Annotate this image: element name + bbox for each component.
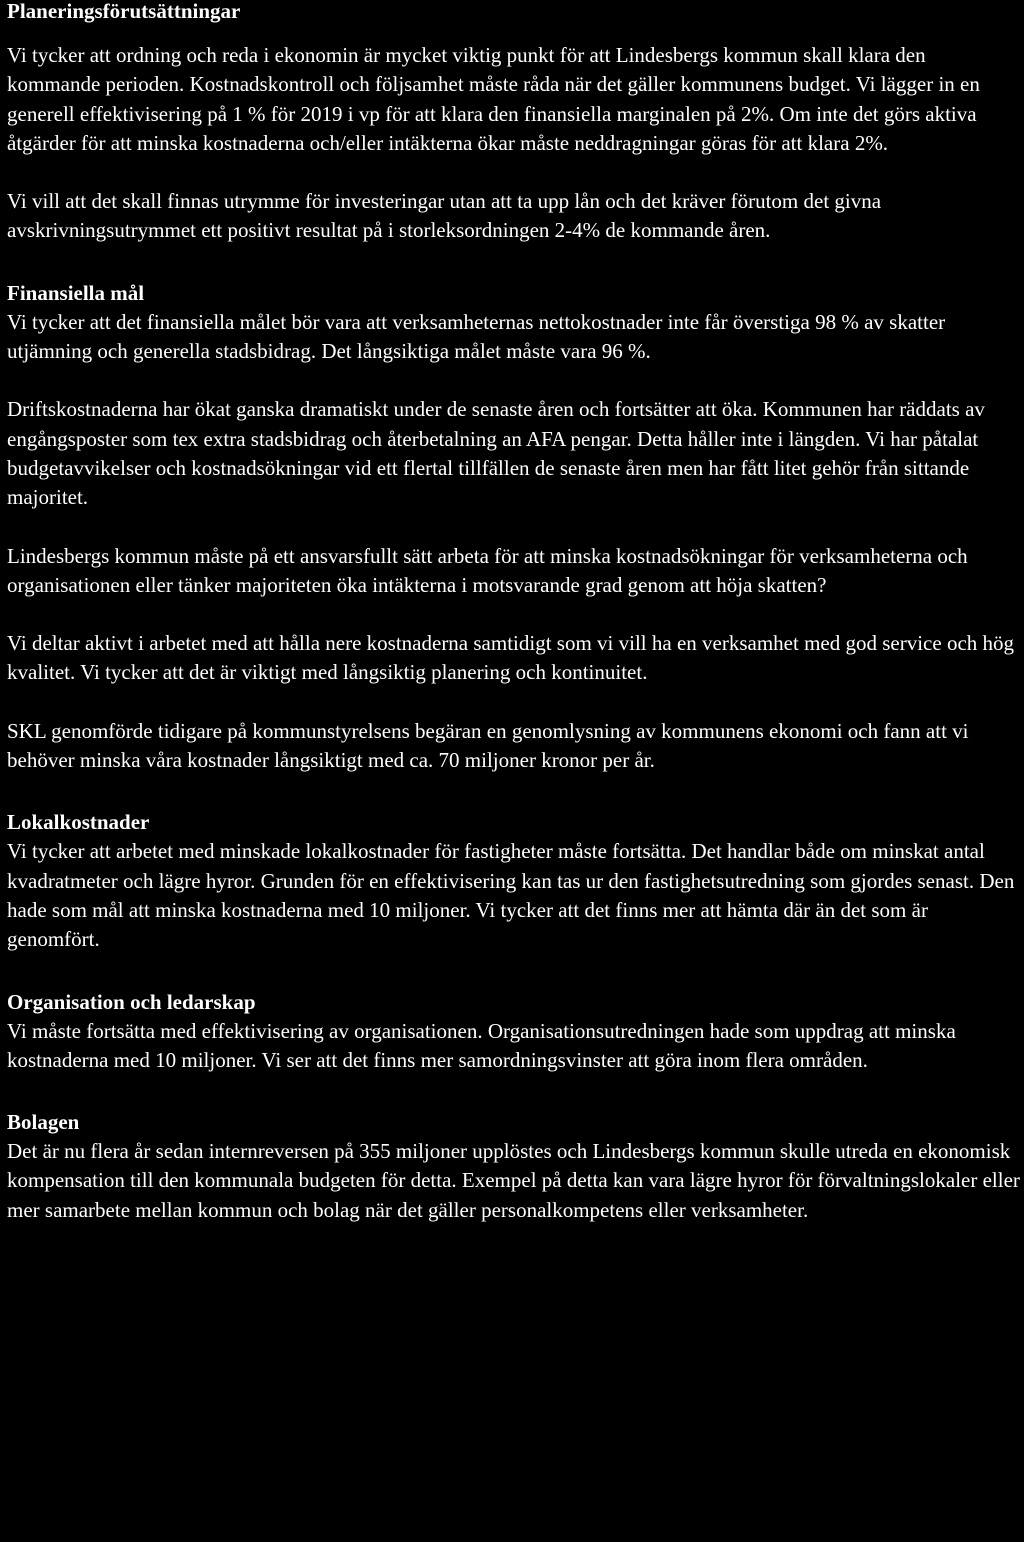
- section-heading: Finansiella mål: [7, 280, 145, 305]
- section-bolagen: [7, 1108, 1021, 1225]
- paragraph: Vi tycker att ordning och reda i ekonomin är mycket viktig punkt för att Lindesbergs kommun skall klara den kommande perioden. Kostnadskontroll och följsamhet måste råda när det gäller kommunens budget. Vi lägger in en generell effektivisering på 1 % för 2019 i vp för att klara den finansiella marginalen på 2%. Om inte det görs aktiva åtgärder för att minska kostnaderna och/eller intäkterna ökar måste neddragningar göras för att klara 2%.: [7, 43, 980, 155]
- paragraph: Vi vill att det skall finnas utrymme för investeringar utan att ta upp lån och det kräver förutom det givna avskrivningsutrymmet ett positivt resultat på i storleksordningen 2-4% de kommande åren.: [7, 189, 882, 243]
- section-finansiella-mal: [7, 279, 1021, 776]
- section-planeringsforutsattningar: [7, 0, 1021, 246]
- paragraph: Driftskostnaderna har ökat ganska dramatiskt under de senaste åren och fortsätter att öka. Kommunen har räddats av engångsposter som tex extra stadsbidrag och återbetalning an AFA pengar. Detta håller inte i längden. Vi har påtalat budgetavvikelser och kostnadsökningar vid ett flertal tillfällen de senaste åren men har fått litet gehör från sittande majoritet.: [7, 397, 985, 510]
- paragraph: Vi tycker att det finansiella målet bör vara att verksamheternas nettokostnader inte får överstiga 98 % av skatter utjämning och generella stadsbidrag. Det långsiktiga målet måste vara 96 %.: [7, 309, 946, 364]
- section-heading: Planeringsförutsättningar: [7, 0, 241, 23]
- paragraph: Vi tycker att arbetet med minskade lokalkostnader för fastigheter måste fortsätta. Det handlar både om minskat antal kvadratmeter och lägre hyror. Grunden för en effektivisering kan tas ur den fastighetsutredning som gjordes senast. Den hade som mål att minska kostnaderna med 10 miljoner. Vi tycker att det finns mer att hämta där än det som är genomfört.: [7, 839, 1015, 952]
- section-organisation-och-ledarskap: [7, 988, 1021, 1076]
- section-heading: Lokalkostnader: [7, 810, 150, 835]
- paragraph: Lindesbergs kommun måste på ett ansvarsfullt sätt arbeta för att minska kostnadsökningar för verksamheterna och organisationen eller tänker majoriteten öka intäkterna i motsvarande grad genom att höja skatten?: [7, 543, 968, 597]
- paragraph: Det är nu flera år sedan internreversen på 355 miljoner upplöstes och Lindesbergs kommun skulle utreda en ekonomisk kompensation till den kommunala budgeten för detta. Exempel på detta kan vara lägre hyror för förvaltningslokaler eller mer samarbete mellan kommun och bolag när det gäller personalkompetens eller verksamheter.: [7, 1139, 1020, 1222]
- section-heading: Organisation och ledarskap: [7, 989, 256, 1014]
- document-page: [7, 0, 1021, 1225]
- paragraph: Vi måste fortsätta med effektivisering av organisationen. Organisationsutredningen hade som uppdrag att minska kostnaderna med 10 miljoner. Vi ser att det finns mer samordningsvinster att göra inom flera områden.: [7, 1018, 956, 1072]
- paragraph: Vi deltar aktivt i arbetet med att hålla nere kostnaderna samtidigt som vi vill ha en verksamhet med god service och hög kvalitet. Vi tycker att det är viktigt med långsiktig planering och kontinuitet.: [7, 631, 1015, 685]
- section-heading: Bolagen: [7, 1110, 80, 1135]
- section-lokalkostnader: [7, 808, 1021, 954]
- paragraph: SKL genomförde tidigare på kommunstyrelsens begäran en genomlysning av kommunens ekonomi och fann att vi behöver minska våra kostnader långsiktigt med ca. 70 miljoner kronor per år.: [7, 718, 969, 773]
